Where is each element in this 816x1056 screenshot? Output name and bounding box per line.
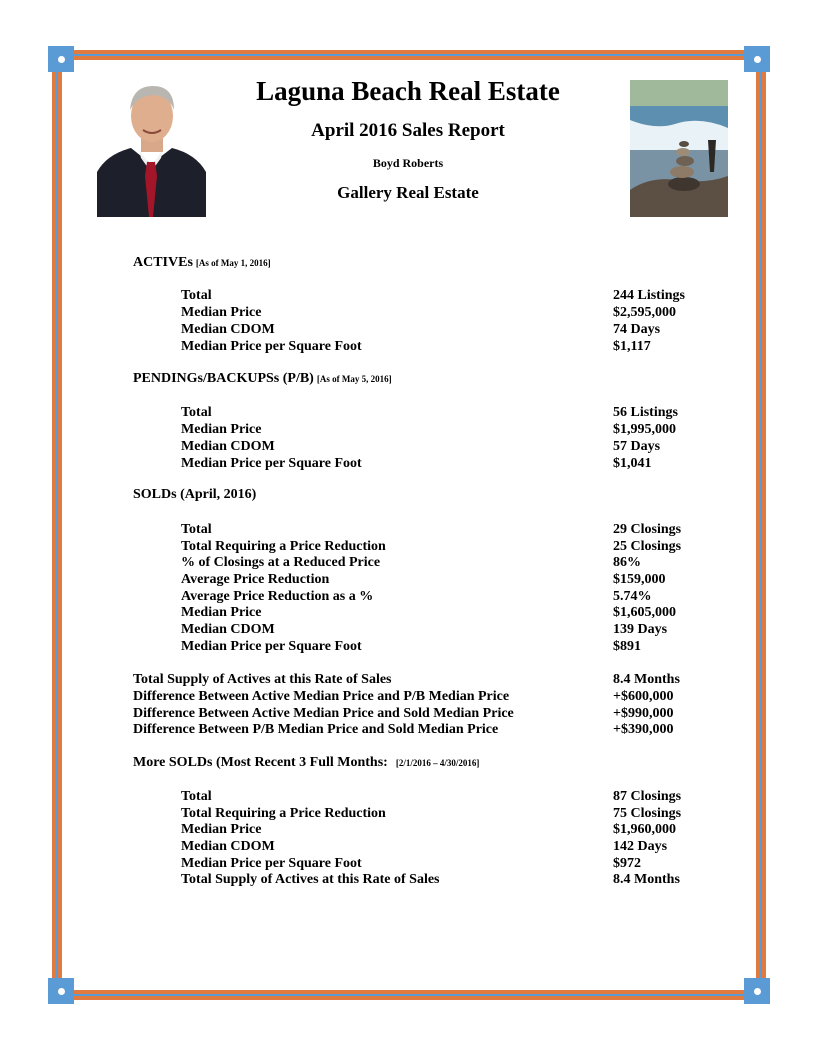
row-label: Total Supply of Actives at this Rate of Sales	[181, 872, 440, 887]
table-row	[181, 571, 741, 588]
solds-heading	[133, 487, 256, 503]
row-label: Median CDOM	[181, 622, 275, 637]
table-row	[181, 438, 741, 455]
row-label: Median CDOM	[181, 322, 275, 337]
table-row	[133, 705, 741, 722]
border-top	[48, 46, 770, 66]
row-value: +$990,000	[613, 706, 674, 721]
more-solds-heading-text: More SOLDs (Most Recent 3 Full Months:	[133, 755, 388, 770]
border-corner-bottom-right	[744, 978, 770, 1004]
report-subtitle: April 2016 Sales Report	[311, 120, 505, 141]
row-label: Difference Between P/B Median Price and Sold Median Price	[133, 722, 499, 737]
border-corner-top-right	[744, 46, 770, 72]
row-value: 8.4 Months	[613, 872, 680, 887]
border-left	[48, 46, 68, 1004]
row-value: $972	[613, 856, 641, 871]
table-row	[181, 287, 741, 304]
row-label: Median Price	[181, 422, 262, 437]
row-value: 74 Days	[613, 322, 661, 337]
row-value: 139 Days	[613, 622, 668, 637]
row-value: $1,605,000	[613, 605, 676, 620]
table-row	[181, 638, 741, 655]
table-row	[181, 621, 741, 638]
pendings-heading	[133, 371, 392, 387]
row-value: 29 Closings	[613, 522, 682, 537]
table-row	[181, 821, 741, 838]
table-row	[181, 604, 741, 621]
row-value: 8.4 Months	[613, 672, 680, 687]
more-solds-heading-note: [2/1/2016 – 4/30/2016]	[395, 758, 480, 768]
table-row	[133, 688, 741, 705]
row-label: Median Price	[181, 605, 262, 620]
row-value: $891	[613, 639, 641, 654]
row-label: Difference Between Active Median Price and Sold Median Price	[133, 706, 514, 721]
border-corner-bottom-left	[48, 978, 74, 1004]
row-value: $1,041	[613, 456, 652, 471]
beach-rock-stack-photo	[630, 80, 728, 217]
table-row	[181, 521, 741, 538]
row-label: Median CDOM	[181, 439, 275, 454]
row-value: $159,000	[613, 572, 666, 587]
row-label: Median Price	[181, 822, 262, 837]
table-row	[181, 404, 741, 421]
table-row	[181, 421, 741, 438]
border-corner-top-left	[48, 46, 74, 72]
row-label: Total Requiring a Price Reduction	[181, 806, 386, 821]
row-value: $1,960,000	[613, 822, 676, 837]
row-value: +$600,000	[613, 689, 674, 704]
table-row	[181, 554, 741, 571]
row-label: Total Supply of Actives at this Rate of Sales	[133, 672, 392, 687]
table-row	[181, 805, 741, 822]
table-row	[181, 321, 741, 338]
row-label: % of Closings at a Reduced Price	[181, 555, 381, 570]
row-value: $1,117	[613, 339, 651, 354]
table-row	[181, 588, 741, 605]
table-row	[181, 838, 741, 855]
row-value: 5.74%	[613, 589, 652, 604]
row-label: Total	[181, 522, 212, 537]
row-label: Total	[181, 789, 212, 804]
table-row	[181, 338, 741, 355]
row-value: 87 Closings	[613, 789, 682, 804]
table-row	[181, 455, 741, 472]
row-value: 244 Listings	[613, 288, 685, 303]
row-label: Median Price per Square Foot	[181, 856, 362, 871]
row-value: 57 Days	[613, 439, 661, 454]
solds-heading-text: SOLDs (April, 2016)	[133, 487, 257, 502]
row-value: 75 Closings	[613, 806, 682, 821]
row-value: $1,995,000	[613, 422, 676, 437]
company-name: Gallery Real Estate	[337, 183, 479, 202]
row-value: 56 Listings	[613, 405, 678, 420]
actives-heading-text: ACTIVEs	[133, 255, 193, 270]
pendings-heading-note: [As of May 5, 2016]	[316, 374, 392, 384]
row-value: $2,595,000	[613, 305, 676, 320]
row-label: Average Price Reduction as a %	[181, 589, 374, 604]
table-row	[133, 721, 741, 738]
row-label: Median CDOM	[181, 839, 275, 854]
row-label: Median Price per Square Foot	[181, 456, 362, 471]
row-label: Total	[181, 288, 212, 303]
row-value: 142 Days	[613, 839, 668, 854]
row-label: Total Requiring a Price Reduction	[181, 539, 386, 554]
row-label: Difference Between Active Median Price and P/B Median Price	[133, 689, 510, 704]
border-bottom	[48, 984, 770, 1004]
table-row	[181, 304, 741, 321]
more-solds-heading	[133, 755, 479, 771]
pendings-heading-text: PENDINGs/BACKUPSs (P/B)	[133, 371, 314, 386]
row-label: Median Price per Square Foot	[181, 339, 362, 354]
row-value: +$390,000	[613, 722, 674, 737]
actives-heading-note: [As of May 1, 2016]	[195, 258, 271, 268]
border-right	[750, 46, 770, 1004]
row-value: 25 Closings	[613, 539, 682, 554]
row-label: Total	[181, 405, 212, 420]
agent-portrait-photo	[97, 80, 206, 217]
row-label: Median Price	[181, 305, 262, 320]
table-row	[181, 871, 741, 888]
table-row	[133, 671, 741, 688]
table-row	[181, 788, 741, 805]
table-row	[181, 538, 741, 555]
agent-name: Boyd Roberts	[372, 156, 444, 170]
table-row	[181, 855, 741, 872]
row-label: Average Price Reduction	[181, 572, 330, 587]
row-label: Median Price per Square Foot	[181, 639, 362, 654]
report-title: Laguna Beach Real Estate	[256, 76, 560, 106]
row-value: 86%	[613, 555, 641, 570]
actives-heading	[133, 255, 271, 271]
